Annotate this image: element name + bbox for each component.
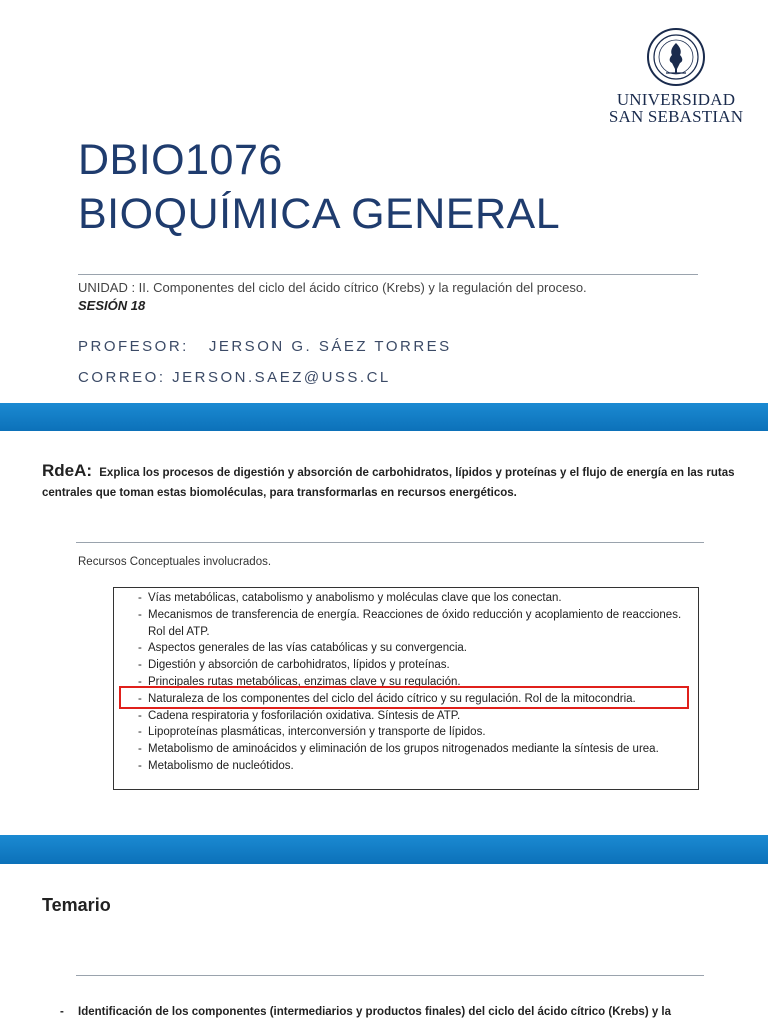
professor-email: CORREO: JERSON.SAEZ@USS.CL	[78, 369, 391, 386]
university-logo	[606, 27, 746, 127]
list-item: - Metabolismo de aminoácidos y eliminación de los grupos nitrogenados mediante la síntesis de urea.	[138, 743, 659, 756]
slide-separator-bar	[0, 835, 768, 864]
rdea-label: RdeA:	[42, 461, 93, 480]
list-item: - Cadena respiratoria y fosforilación oxidativa. Síntesis de ATP.	[138, 709, 461, 722]
list-item: - Lipoproteínas plasmáticas, interconversión y transporte de lípidos.	[138, 726, 486, 739]
temario-item-text: Identificación de los componentes (intermediarios y productos finales) del ciclo del ácido cítrico (Krebs) y la	[78, 1006, 672, 1018]
logo-line-2: SAN SEBASTIAN	[608, 107, 744, 126]
resources-title: Recursos Conceptuales involucrados.	[78, 556, 272, 568]
course-title: BIOQUÍMICA GENERAL	[78, 190, 561, 238]
unit-description: UNIDAD : II. Componentes del ciclo del ácido cítrico (Krebs) y la regulación del proceso.	[78, 280, 587, 295]
logo-line-1: UNIVERSIDAD	[616, 90, 736, 109]
list-item: - Principales rutas metabólicas, enzimas clave y su regulación.	[138, 675, 461, 688]
divider	[76, 975, 704, 976]
list-item: - Aspectos generales de las vías catabólicas y su convergencia.	[138, 642, 467, 655]
list-item: - Metabolismo de nucleótidos.	[138, 759, 294, 772]
list-item: - Vías metabólicas, catabolismo y anabolismo y moléculas clave que los conectan.	[138, 592, 562, 604]
list-item: - Mecanismos de transferencia de energía. Reacciones de óxido reducción y acoplamiento de reacciones. Rol del ATP.	[138, 608, 682, 638]
session-label: SESIÓN 18	[78, 298, 146, 313]
rdea-slide	[0, 431, 768, 835]
divider	[76, 542, 704, 543]
list-item: - Digestión y absorción de carbohidratos, lípidos y proteínas.	[138, 659, 450, 672]
resources-list	[138, 590, 694, 775]
list-item-highlighted: - Naturaleza de los componentes del ciclo del ácido cítrico y su regulación. Rol de la mitocondria.	[138, 692, 636, 705]
temario-slide	[0, 864, 768, 1024]
slide-separator-bar	[0, 403, 768, 431]
highlight-box	[119, 686, 689, 709]
professor-name: PROFESOR: JERSON G. SÁEZ TORRES	[78, 338, 452, 355]
bullet-dash: -	[60, 1006, 64, 1018]
university-seal-icon	[646, 27, 706, 87]
divider	[78, 274, 698, 275]
title-slide	[0, 0, 768, 403]
rdea-text: Explica los procesos de digestión y absorción de carbohidratos, lípidos y proteínas y el flujo de energía en las rutas centrales que toman estas biomoléculas, para transformarlas en recursos energéticos.	[42, 467, 735, 499]
temario-heading: Temario	[42, 895, 111, 915]
course-code: DBIO1076	[78, 136, 283, 184]
learning-outcome	[42, 461, 742, 503]
